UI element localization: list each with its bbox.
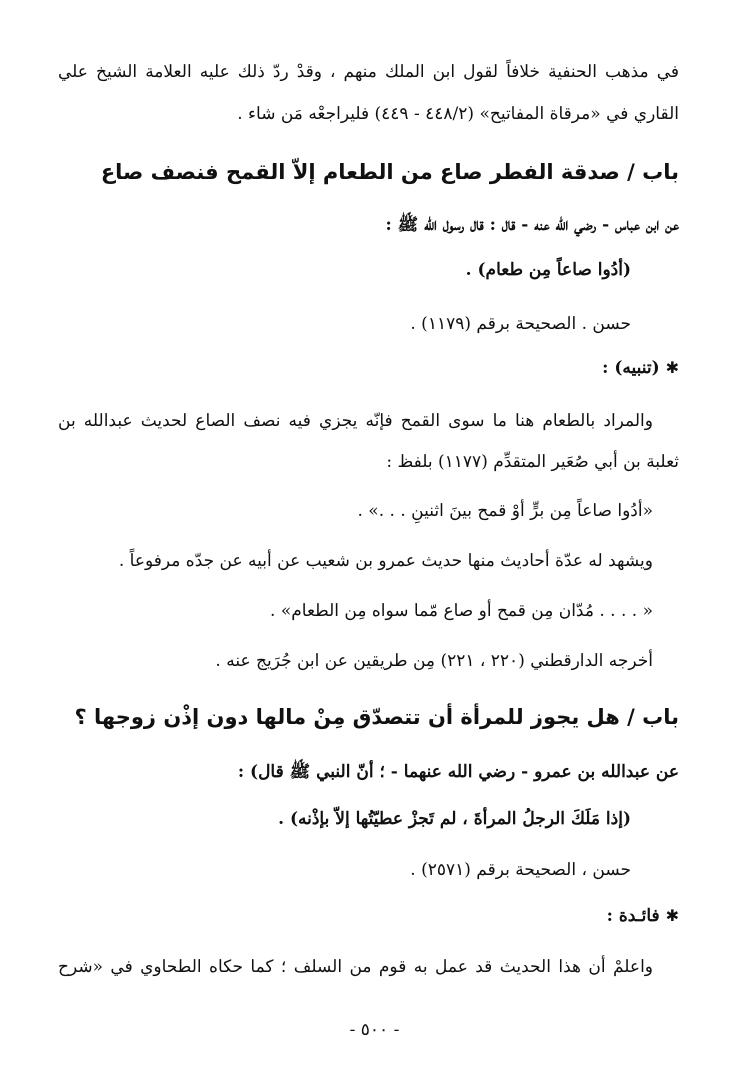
- section-heading: باب / هل يجوز للمرأة أن تتصدّق مِنْ مالها دون إذْن زوجها ؟: [74, 705, 679, 729]
- paragraph-line: والمراد بالطعام هنا ما سوى القمح فإنّه يجزي فيه نصف الصاع لحديث عبدالله بن: [58, 411, 653, 431]
- paragraph-line: واعلمْ أن هذا الحديث قد عمل به قوم من السلف ؛ كما حكاه الطحاوي في «شرح: [58, 957, 653, 977]
- hadith-text: (أدُوا صاعاً مِن طعام) .: [465, 260, 631, 280]
- note-label: فائـدة :: [606, 906, 660, 926]
- page-number: - ٥٠٠ -: [349, 1020, 400, 1040]
- paragraph-line: ثعلبة بن أبي صُعَير المتقدِّم (١١٧٧) بلفظ :: [386, 452, 679, 472]
- hadith-grade: حسن ، الصحيحة برقم (٢٥٧١) .: [410, 860, 631, 880]
- hadith-grade: حسن . الصحيحة برقم (١١٧٩) .: [410, 314, 631, 334]
- hadith-text: (إذا مَلَكَ الرجلُ المرأةَ ، لم تَجزْ عطيّتُها إلاّ بإذْنه) .: [278, 809, 631, 829]
- section-heading: باب / صدقة الفطر صاع من الطعام إلاّ القمح فنصف صاع: [100, 160, 679, 184]
- quoted-text: « . . . . مُدّان مِن قمح أو صاع مّما سواه مِن الطعام» .: [270, 601, 653, 621]
- quoted-text: «أدُوا صاعاً مِن برٍّ أوْ قمح بينَ اثنينِ . . .» .: [357, 501, 653, 521]
- paragraph-line: أخرجه الدارقطني (٢٢٠ ، ٢٢١) مِن طريقين عن ابن جُرَيج عنه .: [215, 651, 653, 671]
- asterisk-icon: ✱: [665, 906, 679, 925]
- note-heading: [58, 902, 679, 930]
- note-heading: [58, 354, 679, 382]
- note-label: (تنبيه) :: [602, 358, 660, 378]
- narrator-line: عن ابن عباس - رضي الله عنه - قال : قال رسول الله ﷺ :: [385, 215, 679, 235]
- narrator-line: عن عبدالله بن عمرو - رضي الله عنهما - ؛ أنّ النبي ﷺ قال) :: [237, 762, 679, 782]
- paragraph-line: ويشهد له عدّة أحاديث منها حديث عمرو بن شعيب عن أبيه عن جدّه مرفوعاً .: [118, 551, 653, 571]
- asterisk-icon: ✱: [665, 358, 679, 377]
- paragraph-line: في مذهب الحنفية خلافاً لقول ابن الملك منهم ، وقدْ ردّ ذلك عليه العلامة الشيخ علي: [58, 62, 679, 82]
- paragraph-line: القاري في «مرقاة المفاتيح» (٤٤٨/٢ - ٤٤٩) فليراجعْه مَن شاء .: [237, 104, 679, 124]
